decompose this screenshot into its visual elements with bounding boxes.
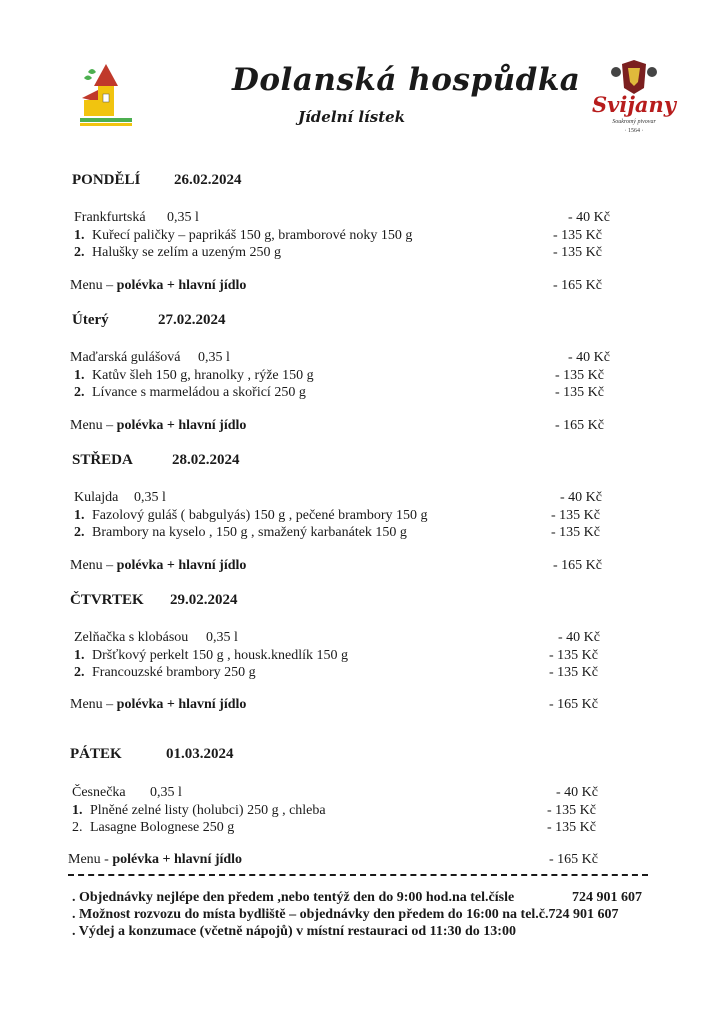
main-dish: Plněné zelné listy (holubci) 250 g , chleba — [90, 803, 326, 818]
main-number: 1. — [74, 228, 85, 243]
main-number: 2. — [74, 385, 85, 400]
day-date: 26.02.2024 — [174, 172, 242, 188]
soup-name: Česnečka — [72, 785, 126, 800]
menu-subtitle: Jídelní lístek — [298, 108, 406, 126]
menu-prefix: Menu – — [70, 558, 114, 573]
soup-price: - 40 Kč — [568, 350, 610, 365]
main-dish: Brambory na kyselo , 150 g , smažený karbanátek 150 g — [92, 525, 407, 540]
soup-price: - 40 Kč — [558, 630, 600, 645]
footer-phone: 724 901 607 — [572, 890, 642, 905]
day-date: 01.03.2024 — [166, 746, 234, 762]
brand-year: · 1564 · — [624, 128, 644, 134]
soup-name: Maďarská gulášová — [70, 350, 181, 365]
main-number: 1. — [72, 803, 83, 818]
main-dish: Fazolový guláš ( babgulyás) 150 g , pečené brambory 150 g — [92, 508, 428, 523]
main-dish: Kuřecí paličky – paprikáš 150 g, bramborové noky 150 g — [92, 228, 413, 243]
dashed-divider — [68, 874, 648, 876]
svijany-logo — [584, 58, 684, 150]
main-price: - 135 Kč — [547, 820, 596, 835]
menu-combo — [70, 418, 246, 434]
main-number: 2. — [74, 245, 85, 260]
day-date: 28.02.2024 — [172, 452, 240, 468]
menu-price: - 165 Kč — [553, 558, 602, 573]
menu-combo — [70, 558, 246, 574]
menu-price: - 165 Kč — [555, 418, 604, 433]
main-price: - 135 Kč — [547, 803, 596, 818]
brand-subtitle: Soukromý pivovar — [612, 119, 656, 125]
main-price: - 135 Kč — [549, 665, 598, 680]
menu-prefix: Menu - — [68, 852, 109, 867]
soup-volume: 0,35 l — [198, 350, 230, 365]
soup-volume: 0,35 l — [206, 630, 238, 645]
main-dish: Lívance s marmeládou a skořicí 250 g — [92, 385, 306, 400]
menu-prefix: Menu – — [70, 418, 114, 433]
main-price: - 135 Kč — [553, 245, 602, 260]
footer-note-pickup: . Výdej a konzumace (včetně nápojů) v místní restauraci od 11:30 do 13:00 — [72, 924, 516, 939]
main-dish: Halušky se zelím a uzeným 250 g — [92, 245, 281, 260]
restaurant-title: Dolanská hospůdka — [232, 62, 581, 98]
menu-combo-label: polévka + hlavní jídlo — [116, 558, 247, 573]
main-number: 1. — [74, 648, 85, 663]
main-dish: Francouzské brambory 250 g — [92, 665, 256, 680]
main-number: 1. — [74, 368, 85, 383]
main-price: - 135 Kč — [551, 525, 600, 540]
soup-price: - 40 Kč — [560, 490, 602, 505]
menu-price: - 165 Kč — [549, 852, 598, 867]
menu-combo-label: polévka + hlavní jídlo — [116, 278, 247, 293]
day-name: STŘEDA — [72, 452, 133, 468]
main-price: - 135 Kč — [555, 368, 604, 383]
main-dish: Katův šleh 150 g, hranolky , rýže 150 g — [92, 368, 314, 383]
main-price: - 135 Kč — [551, 508, 600, 523]
menu-prefix: Menu – — [70, 278, 114, 293]
main-number: 2. — [74, 525, 85, 540]
menu-combo — [70, 697, 246, 713]
menu-combo — [68, 852, 242, 868]
main-number: 2. — [72, 820, 83, 835]
day-date: 29.02.2024 — [170, 592, 238, 608]
main-number: 2. — [74, 665, 85, 680]
soup-price: - 40 Kč — [556, 785, 598, 800]
menu-price: - 165 Kč — [553, 278, 602, 293]
brand-name: Svijany — [591, 92, 677, 117]
day-name: ČTVRTEK — [70, 592, 144, 608]
main-price: - 135 Kč — [549, 648, 598, 663]
soup-price: - 40 Kč — [568, 210, 610, 225]
soup-name: Zelňačka s klobásou — [74, 630, 189, 645]
menu-prefix: Menu – — [70, 697, 114, 712]
day-name: PONDĚLÍ — [72, 172, 141, 188]
footer-note-delivery: . Možnost rozvozu do místa bydliště – objednávky den předem do 16:00 na tel.č.724 901 607 — [72, 907, 619, 922]
main-number: 1. — [74, 508, 85, 523]
soup-name: Kulajda — [74, 490, 119, 505]
footer-note-orders: . Objednávky nejlépe den předem ,nebo tentýž den do 9:00 hod.na tel.čísle — [72, 890, 515, 905]
menu-combo-label: polévka + hlavní jídlo — [116, 697, 247, 712]
day-date: 27.02.2024 — [158, 312, 226, 328]
menu-combo — [70, 278, 246, 294]
menu-combo-label: polévka + hlavní jídlo — [112, 852, 243, 867]
soup-name: Frankfurtská — [74, 210, 146, 225]
day-name: Úterý — [72, 312, 109, 328]
day-name: PÁTEK — [70, 746, 122, 762]
main-dish: Lasagne Bolognese 250 g — [90, 820, 235, 835]
soup-volume: 0,35 l — [134, 490, 166, 505]
menu-price: - 165 Kč — [549, 697, 598, 712]
church-logo — [80, 62, 132, 130]
main-dish: Dršťkový perkelt 150 g , housk.knedlík 150 g — [92, 648, 349, 663]
soup-volume: 0,35 l — [150, 785, 182, 800]
soup-volume: 0,35 l — [167, 210, 199, 225]
main-price: - 135 Kč — [555, 385, 604, 400]
main-price: - 135 Kč — [553, 228, 602, 243]
menu-combo-label: polévka + hlavní jídlo — [116, 418, 247, 433]
